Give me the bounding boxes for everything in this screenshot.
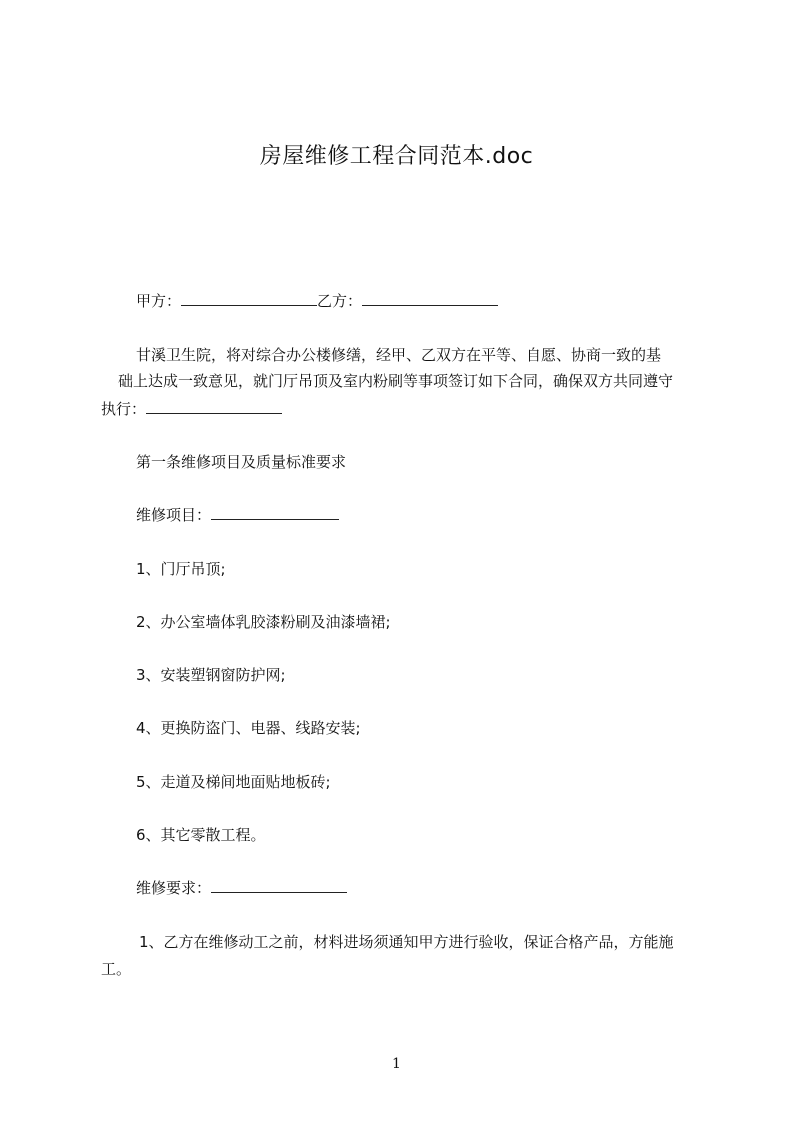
items-blank: [211, 505, 339, 520]
intro-line-2: 础上达成一致意见，就门厅吊顶及室内粉刷等事项签订如下合同，确保双方共同遵守: [118, 372, 674, 390]
list-item: 2、办公室墙体乳胶漆粉刷及油漆墙裙;: [136, 613, 391, 631]
intro-line-3: [101, 399, 282, 419]
requirement-1-line-2: 工。: [101, 960, 132, 978]
list-item: 6、其它零散工程。: [136, 826, 266, 844]
requirements-line: [136, 878, 347, 898]
items-line: [136, 505, 339, 525]
list-item: 3、安装塑钢窗防护网;: [136, 666, 286, 684]
party-a-label: 甲方：: [136, 292, 182, 310]
requirement-1-line-1: 1、乙方在维修动工之前，材料进场须通知甲方进行验收，保证合格产品，方能施: [139, 933, 674, 951]
items-label: 维修项目：: [136, 506, 212, 524]
execute-label: 执行：: [101, 400, 147, 418]
article-1-heading: 第一条维修项目及质量标准要求: [136, 453, 347, 471]
list-item: 1、门厅吊顶;: [136, 560, 226, 578]
party-b-blank: [362, 291, 498, 306]
list-item: 4、更换防盗门、电器、线路安装;: [136, 719, 361, 737]
intro-line-1: 甘溪卫生院，将对综合办公楼修缮，经甲、乙双方在平等、自愿、协商一致的基: [136, 346, 662, 364]
execute-blank: [146, 399, 282, 414]
page-number: 1: [392, 1056, 401, 1072]
party-b-label: 乙方：: [317, 292, 363, 310]
list-item: 5、走道及梯间地面贴地板砖;: [136, 773, 331, 791]
requirements-label: 维修要求：: [136, 879, 212, 897]
document-title: 房屋维修工程合同范本.doc: [259, 144, 534, 169]
requirements-blank: [211, 878, 347, 893]
parties-line: [136, 291, 498, 311]
party-a-blank: [181, 291, 317, 306]
